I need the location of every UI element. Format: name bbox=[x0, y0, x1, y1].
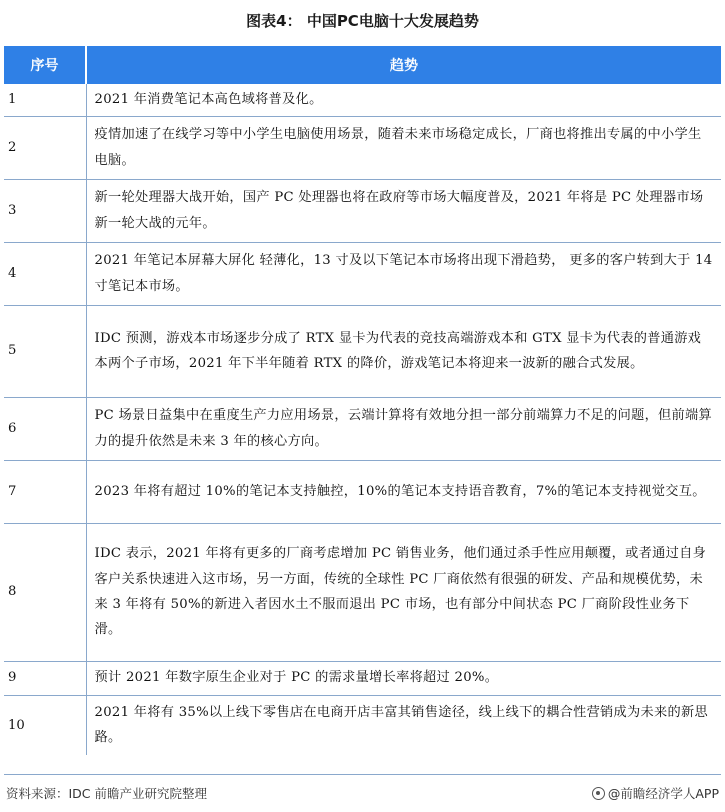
row-index: 10 bbox=[4, 695, 86, 755]
row-index: 3 bbox=[4, 179, 86, 242]
table-row bbox=[4, 305, 721, 397]
app-logo-icon bbox=[592, 787, 605, 800]
row-trend: IDC 表示，2021 年将有更多的厂商考虑增加 PC 销售业务，他们通过杀手性应用颠覆，或者通过自身客户关系快速进入这市场，另一方面，传统的全球性 PC 厂商依然有很强的研发、产品和规模优势，未来 3 年将有 50%的新进入者因水土不服而退出 PC 市场，也有部分中间状态 PC 厂商阶段性业务下滑。 bbox=[86, 523, 721, 661]
row-trend: 2023 年将有超过 10%的笔记本支持触控，10%的笔记本支持语音教育，7%的笔记本支持视觉交互。 bbox=[86, 460, 721, 523]
row-index: 4 bbox=[4, 242, 86, 305]
table-row bbox=[4, 179, 721, 242]
footer-divider bbox=[4, 774, 721, 775]
row-trend: 预计 2021 年数字原生企业对于 PC 的需求量增长率将超过 20%。 bbox=[86, 661, 721, 695]
row-index: 1 bbox=[4, 84, 86, 116]
table-row bbox=[4, 242, 721, 305]
table-header-row bbox=[4, 46, 721, 84]
trends-table bbox=[4, 46, 721, 755]
table-row bbox=[4, 523, 721, 661]
table-row bbox=[4, 460, 721, 523]
table-row bbox=[4, 397, 721, 460]
credit-text: @前瞻经济学人APP bbox=[607, 786, 719, 801]
table-row bbox=[4, 695, 721, 755]
source-note: 资料来源：IDC 前瞻产业研究院整理 bbox=[6, 786, 208, 801]
header-trend: 趋势 bbox=[86, 46, 721, 84]
row-trend: 2021 年消费笔记本高色域将普及化。 bbox=[86, 84, 721, 116]
row-trend: 2021 年将有 35%以上线下零售店在电商开店丰富其销售途径，线上线下的耦合性营销成为未来的新思路。 bbox=[94, 704, 708, 746]
row-index: 5 bbox=[4, 305, 86, 397]
header-index: 序号 bbox=[4, 46, 86, 84]
row-trend: IDC 预测，游戏本市场逐步分成了 RTX 显卡为代表的竞技高端游戏本和 GTX 显卡为代表的普通游戏本两个子市场，2021 年下半年随着 RTX 的降价，游戏笔记本将迎来一波新的融合式发展。 bbox=[86, 305, 721, 397]
table-row bbox=[4, 661, 721, 695]
row-trend: 新一轮处理器大战开始，国产 PC 处理器也将在政府等市场大幅度普及，2021 年将是 PC 处理器市场新一轮大战的元年。 bbox=[86, 179, 721, 242]
row-index: 9 bbox=[4, 661, 86, 695]
row-trend: 疫情加速了在线学习等中小学生电脑使用场景，随着未来市场稳定成长，厂商也将推出专属的中小学生电脑。 bbox=[86, 116, 721, 179]
credit-line bbox=[592, 784, 719, 802]
row-trend: 2021 年笔记本屏幕大屏化 轻薄化，13 寸及以下笔记本市场将出现下滑趋势， 更多的客户转到大于 14 寸笔记本市场。 bbox=[86, 242, 721, 305]
row-index: 7 bbox=[4, 460, 86, 523]
row-trend: PC 场景日益集中在重度生产力应用场景，云端计算将有效地分担一部分前端算力不足的问题，但前端算力的提升依然是未来 3 年的核心方向。 bbox=[86, 397, 721, 460]
row-index: 8 bbox=[4, 523, 86, 661]
figure-title: 图表4： 中国PC电脑十大发展趋势 bbox=[246, 12, 479, 30]
table-row bbox=[4, 84, 721, 116]
row-index: 6 bbox=[4, 397, 86, 460]
row-index: 2 bbox=[4, 116, 86, 179]
table-row bbox=[4, 116, 721, 179]
